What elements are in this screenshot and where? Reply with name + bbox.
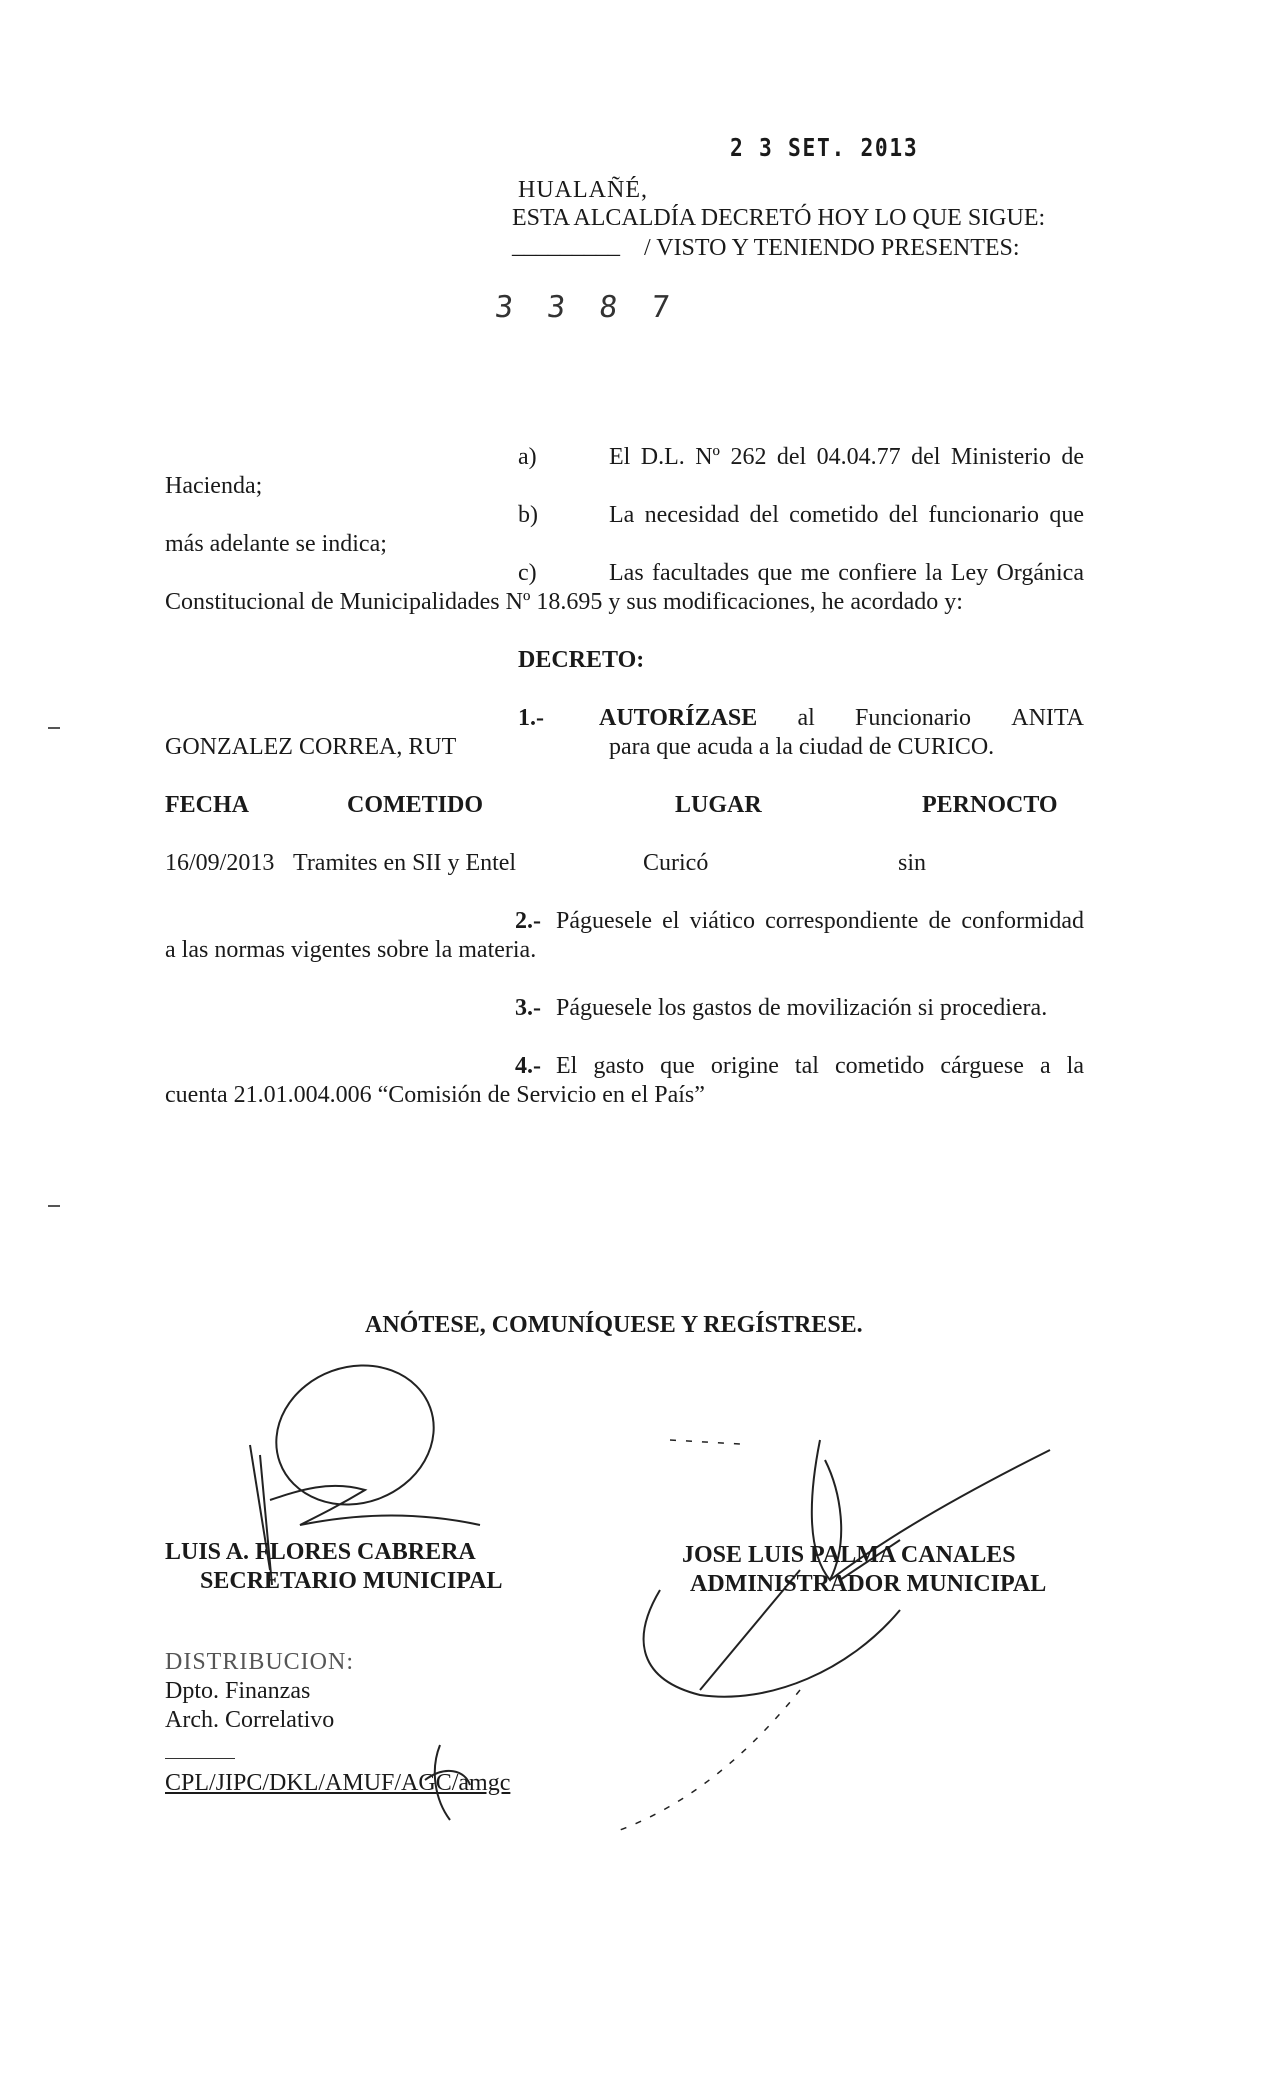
signer-right-title: ADMINISTRADOR MUNICIPAL (690, 1571, 1047, 1597)
decree-intro: ESTA ALCALDÍA DECRETÓ HOY LO QUE SIGUE: (512, 205, 1046, 231)
item-3-number: 3.- (515, 995, 541, 1021)
visto-a-text: El D.L. Nº 262 del 04.04.77 del Ministerio de (609, 444, 1084, 470)
signer-right-name: JOSE LUIS PALMA CANALES (682, 1542, 1016, 1568)
visto-b-text: La necesidad del cometido del funcionario que (609, 502, 1084, 528)
visto-heading: / VISTO Y TENIENDO PRESENTES: (644, 235, 1020, 261)
distribution-item: Dpto. Finanzas (165, 1678, 311, 1704)
visto-c-text: Las facultades que me confiere la Ley Orgánica (609, 560, 1084, 586)
initials-rule (165, 1758, 235, 1759)
visto-a-label: a) (518, 444, 537, 470)
margin-mark (48, 1205, 60, 1207)
employee-first-name: ANITA (1011, 705, 1084, 731)
item-4-number: 4.- (515, 1053, 541, 1079)
employee-name-rut: GONZALEZ CORREA, RUT (165, 734, 457, 760)
signature-trail (600, 1420, 840, 1840)
table-cell-cometido: Tramites en SII y Entel (293, 850, 517, 876)
item-4-text-cont: cuenta 21.01.004.006 “Comisión de Servicio en el País” (165, 1082, 705, 1108)
visto-c-text-cont: Constitucional de Municipalidades Nº 18.695 y sus modificaciones, he acordado y: (165, 589, 963, 615)
place-heading: HUALAÑÉ, (518, 177, 648, 203)
table-header-cometido: COMETIDO (347, 792, 484, 818)
item-1-word: al (797, 705, 815, 731)
item-3-text: Páguesele los gastos de movilización si procediera. (556, 995, 1048, 1021)
item-2-number: 2.- (515, 908, 541, 934)
initials-line: CPL/JIPC/DKL/AMUF/AGC/amgc (165, 1770, 511, 1796)
decree-number-stamp: 3 3 8 7 (493, 290, 680, 325)
margin-mark (48, 727, 60, 729)
visto-blank: _________ (512, 233, 620, 259)
closing-formula: ANÓTESE, COMUNÍQUESE Y REGÍSTRESE. (365, 1312, 863, 1338)
distribution-heading: DISTRIBUCION: (165, 1649, 355, 1675)
initials-scribble (420, 1740, 480, 1830)
table-cell-pernocto: sin (898, 850, 927, 876)
table-header-fecha: FECHA (165, 792, 249, 818)
table-header-pernocto: PERNOCTO (922, 792, 1058, 818)
date-stamp: 2 3 SET. 2013 (730, 133, 919, 162)
autorizase-keyword: AUTORÍZASE (599, 705, 758, 731)
visto-b-text-cont: más adelante se indica; (165, 531, 387, 557)
table-cell-fecha: 16/09/2013 (165, 850, 275, 876)
decreto-heading: DECRETO: (518, 647, 645, 673)
signer-left-title: SECRETARIO MUNICIPAL (200, 1568, 503, 1594)
signer-left-name: LUIS A. FLORES CABRERA (165, 1539, 476, 1565)
item-1-line (599, 703, 1084, 733)
item-2-text-cont: a las normas vigentes sobre la materia. (165, 937, 537, 963)
visto-c-label: c) (518, 560, 537, 586)
item-1-destination: para que acuda a la ciudad de CURICO. (609, 734, 995, 760)
visto-a-text-cont: Hacienda; (165, 473, 263, 499)
table-cell-lugar: Curicó (643, 850, 709, 876)
table-header-lugar: LUGAR (675, 792, 762, 818)
item-2-text: Páguesele el viático correspondiente de conformidad (556, 908, 1084, 934)
visto-b-label: b) (518, 502, 538, 528)
distribution-item: Arch. Correlativo (165, 1707, 335, 1733)
item-1-number: 1.- (518, 705, 544, 731)
item-1-word: Funcionario (855, 705, 972, 731)
item-4-text: El gasto que origine tal cometido cárguese a la (556, 1053, 1084, 1079)
